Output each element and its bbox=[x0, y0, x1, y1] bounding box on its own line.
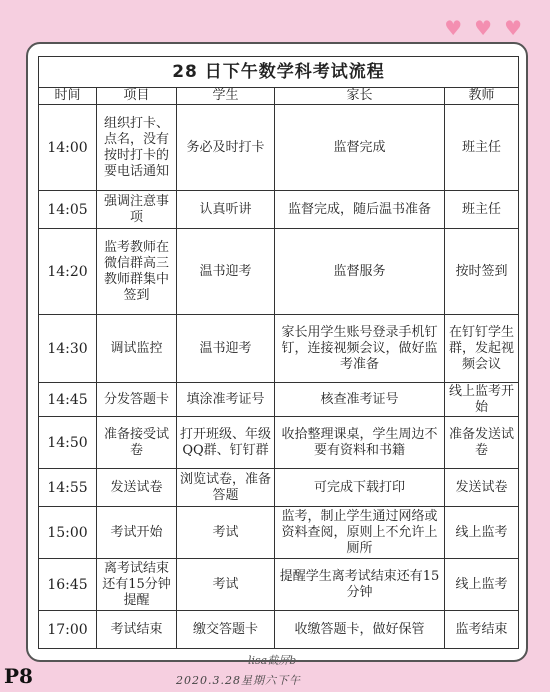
cell-student: 浏览试卷，准备答题 bbox=[177, 469, 275, 507]
cell-item: 考试开始 bbox=[97, 507, 177, 559]
cell-student: 认真听讲 bbox=[177, 191, 275, 229]
page-number: P8 bbox=[4, 664, 33, 688]
cell-time: 14:05 bbox=[39, 191, 97, 229]
table-row bbox=[39, 417, 519, 469]
table-row bbox=[39, 229, 519, 315]
cell-item: 分发答题卡 bbox=[97, 383, 177, 417]
cell-student: 务必及时打卡 bbox=[177, 105, 275, 191]
cell-teacher: 按时签到 bbox=[445, 229, 519, 315]
header-time: 时间 bbox=[39, 88, 97, 105]
cell-teacher: 监考结束 bbox=[445, 611, 519, 649]
cell-time: 14:20 bbox=[39, 229, 97, 315]
cell-parent: 监督服务 bbox=[275, 229, 445, 315]
cell-item: 监考教师在微信群高三教师群集中签到 bbox=[97, 229, 177, 315]
schedule-card bbox=[26, 42, 528, 662]
table-row bbox=[39, 191, 519, 229]
cell-time: 14:00 bbox=[39, 105, 97, 191]
cell-time: 15:00 bbox=[39, 507, 97, 559]
table-row bbox=[39, 611, 519, 649]
table-row bbox=[39, 559, 519, 611]
cell-student: 缴交答题卡 bbox=[177, 611, 275, 649]
heart-icon: ♥ bbox=[444, 16, 463, 40]
heart-icon: ♥ bbox=[474, 16, 493, 40]
cell-teacher: 线上监考 bbox=[445, 559, 519, 611]
schedule-sheet bbox=[38, 56, 518, 649]
table-row bbox=[39, 105, 519, 191]
cell-parent: 收缴答题卡，做好保管 bbox=[275, 611, 445, 649]
table-row bbox=[39, 507, 519, 559]
cell-teacher: 发送试卷 bbox=[445, 469, 519, 507]
cell-parent: 核查准考证号 bbox=[275, 383, 445, 417]
cell-item: 组织打卡、点名，没有按时打卡的要电话通知 bbox=[97, 105, 177, 191]
cell-item: 调试监控 bbox=[97, 315, 177, 383]
header-student: 学生 bbox=[177, 88, 275, 105]
cell-student: 考试 bbox=[177, 559, 275, 611]
cell-item: 强调注意事项 bbox=[97, 191, 177, 229]
cell-parent: 收拾整理课桌，学生周边不要有资料和书籍 bbox=[275, 417, 445, 469]
header-item: 项目 bbox=[97, 88, 177, 105]
cell-parent: 家长用学生账号登录手机钉钉，连接视频会议，做好监考准备 bbox=[275, 315, 445, 383]
cell-parent: 提醒学生离考试结束还有15分钟 bbox=[275, 559, 445, 611]
cell-time: 14:50 bbox=[39, 417, 97, 469]
cell-student: 温书迎考 bbox=[177, 315, 275, 383]
cell-parent: 监督完成，随后温书准备 bbox=[275, 191, 445, 229]
cell-time: 14:45 bbox=[39, 383, 97, 417]
header-teacher: 教师 bbox=[445, 88, 519, 105]
signature: lisa截屏b bbox=[248, 654, 297, 667]
cell-item: 准备接受试卷 bbox=[97, 417, 177, 469]
cell-teacher: 班主任 bbox=[445, 105, 519, 191]
cell-parent: 监考，制止学生通过网络或资料查阅，原则上不允许上厕所 bbox=[275, 507, 445, 559]
date-stamp: 2020.3.28星期六下午 bbox=[176, 674, 301, 687]
table-row bbox=[39, 383, 519, 417]
cell-item: 离考试结束还有15分钟提醒 bbox=[97, 559, 177, 611]
cell-item: 考试结束 bbox=[97, 611, 177, 649]
cell-teacher: 班主任 bbox=[445, 191, 519, 229]
cell-time: 14:30 bbox=[39, 315, 97, 383]
cell-time: 17:00 bbox=[39, 611, 97, 649]
cell-teacher: 线上监考 bbox=[445, 507, 519, 559]
cell-time: 14:55 bbox=[39, 469, 97, 507]
decorative-hearts bbox=[444, 18, 522, 38]
cell-teacher: 准备发送试卷 bbox=[445, 417, 519, 469]
cell-student: 考试 bbox=[177, 507, 275, 559]
table-row bbox=[39, 469, 519, 507]
page-title: 28 日下午数学科考试流程 bbox=[39, 57, 519, 88]
table-row bbox=[39, 315, 519, 383]
cell-student: 填涂准考证号 bbox=[177, 383, 275, 417]
cell-student: 温书迎考 bbox=[177, 229, 275, 315]
cell-teacher: 在钉钉学生群，发起视频会议 bbox=[445, 315, 519, 383]
cell-student: 打开班级、年级QQ群、钉钉群 bbox=[177, 417, 275, 469]
cell-parent: 可完成下载打印 bbox=[275, 469, 445, 507]
cell-parent: 监督完成 bbox=[275, 105, 445, 191]
cell-item: 发送试卷 bbox=[97, 469, 177, 507]
exam-schedule-table bbox=[38, 56, 519, 649]
cell-teacher: 线上监考开始 bbox=[445, 383, 519, 417]
heart-icon: ♥ bbox=[504, 16, 522, 40]
cell-time: 16:45 bbox=[39, 559, 97, 611]
header-parent: 家长 bbox=[275, 88, 445, 105]
